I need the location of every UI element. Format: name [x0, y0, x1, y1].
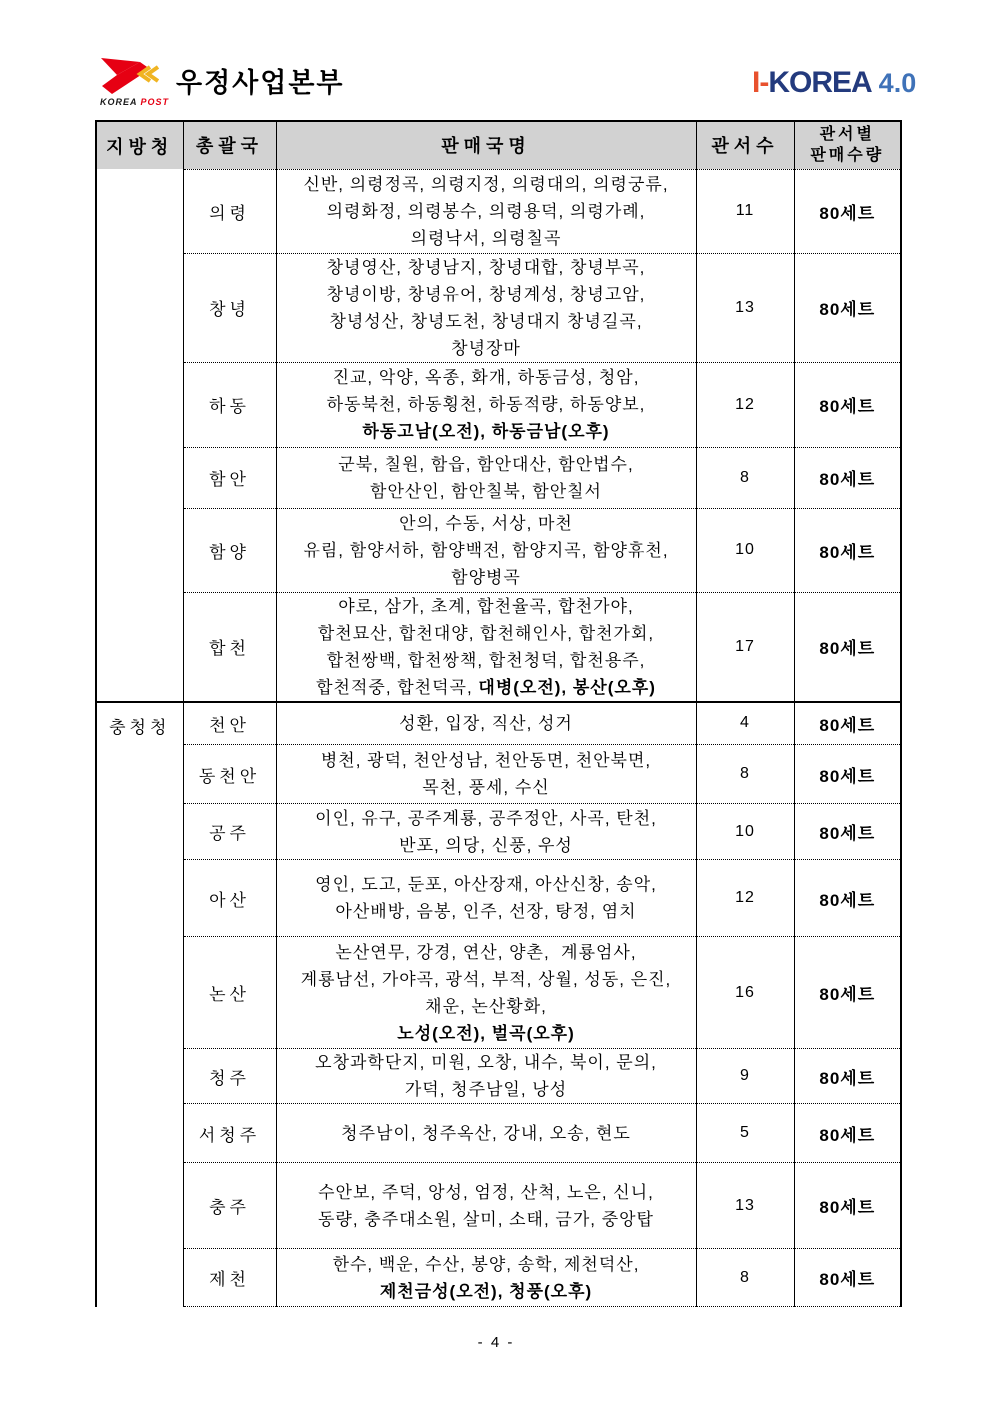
- table-row: [96, 702, 901, 745]
- sales-offices-line: 유림, 함양서하, 함양백전, 함양지곡, 함양휴천,: [303, 540, 669, 560]
- table-row: [96, 447, 901, 508]
- sales-offices-line: 병천, 광덕, 천안성남, 천안동면, 천안북면,: [320, 751, 652, 770]
- sales-qty-cell: 80세트: [794, 1249, 901, 1307]
- table-row: [96, 253, 901, 362]
- column-header-qty-line1: 관서별: [819, 126, 875, 144]
- i-korea-version: 4.0: [878, 68, 917, 98]
- office-count-cell: 10: [696, 508, 794, 592]
- office-count-cell: 17: [696, 592, 794, 702]
- table-row: [96, 804, 901, 860]
- office-cell: 함안: [183, 447, 276, 508]
- sales-offices-cell: [276, 253, 696, 362]
- office-cell: 제천: [183, 1249, 276, 1307]
- office-count-cell: 12: [696, 860, 794, 937]
- i-korea-name: KOREA: [768, 66, 872, 99]
- sales-qty-cell: 80세트: [794, 860, 901, 937]
- table-body: [96, 169, 901, 1307]
- sales-qty-cell: 80세트: [794, 745, 901, 804]
- office-count-cell: 12: [696, 362, 794, 447]
- office-cell: 아산: [183, 860, 276, 937]
- sales-offices-line: 영인, 도고, 둔포, 아산장재, 아산신창, 송악,: [315, 875, 657, 894]
- column-header-region: 지방청: [96, 121, 183, 169]
- table-row: [96, 508, 901, 592]
- sales-qty-cell: 80세트: [794, 1049, 901, 1104]
- table-row: [96, 1049, 901, 1104]
- sales-offices-line: 창녕영산, 창녕남지, 창녕대합, 창녕부곡,: [326, 257, 646, 277]
- sales-offices-line: 한수, 백운, 수산, 봉양, 송학, 제천덕산,: [332, 1254, 640, 1274]
- office-cell: 창녕: [183, 253, 276, 362]
- sales-offices-line: 합천묘산, 합천대양, 합천해인사, 합천가회,: [317, 623, 655, 643]
- sales-offices-line: 하동고남(오전), 하동금남(오후): [362, 422, 610, 441]
- table-row: [96, 1104, 901, 1163]
- sales-qty-cell: 80세트: [794, 447, 901, 508]
- sales-offices-line: 함양병곡: [451, 567, 521, 587]
- sales-qty-cell: 80세트: [794, 937, 901, 1049]
- office-cell: 서청주: [183, 1104, 276, 1163]
- sales-offices-cell: [276, 860, 696, 937]
- office-count-cell: 8: [696, 1249, 794, 1307]
- column-header-qty-line2: 판매수량: [810, 147, 885, 165]
- table-row: [96, 169, 901, 253]
- sales-offices-line: 창녕장마: [451, 338, 521, 358]
- table-header: [96, 121, 901, 169]
- sales-offices-cell: [276, 937, 696, 1049]
- i-korea-prefix: I-: [752, 66, 769, 99]
- region-cell: 충청청: [96, 702, 183, 1307]
- sales-offices-line: 하동북천, 하동횡천, 하동적량, 하동양보,: [326, 395, 646, 414]
- sales-offices-line: 청주남이, 청주옥산, 강내, 오송, 현도: [341, 1123, 631, 1143]
- sales-offices-line: 목천, 풍세, 수신: [422, 778, 550, 797]
- sales-offices-cell: [276, 508, 696, 592]
- sales-offices-line: 반포, 의당, 신풍, 우성: [399, 835, 573, 855]
- sales-offices-cell: [276, 804, 696, 860]
- sales-offices-cell: [276, 362, 696, 447]
- office-count-cell: 10: [696, 804, 794, 860]
- sales-offices-cell: [276, 592, 696, 702]
- korea-post-title: 우정사업본부: [176, 68, 345, 98]
- sales-offices-line: 성환, 입장, 직산, 성거: [399, 713, 573, 733]
- sales-offices-cell: [276, 702, 696, 745]
- sales-offices-line: 제천금성(오전), 청풍(오후): [379, 1281, 593, 1301]
- sales-offices-cell: [276, 447, 696, 508]
- sales-offices-line: 논산연무, 강경, 연산, 양촌, 계룡엄사,: [335, 942, 637, 962]
- sales-offices-line: 야로, 삼가, 초계, 합천율곡, 합천가야,: [338, 596, 634, 616]
- sales-offices-line: 의령낙서, 의령칠곡: [410, 228, 562, 248]
- office-count-cell: 8: [696, 447, 794, 508]
- sales-qty-cell: 80세트: [794, 508, 901, 592]
- sales-offices-cell: [276, 1049, 696, 1104]
- office-count-cell: 5: [696, 1104, 794, 1163]
- korea-post-caption-post: POST: [140, 97, 170, 107]
- office-count-cell: 9: [696, 1049, 794, 1104]
- page-number: - 4 -: [477, 1334, 515, 1351]
- sales-offices-line: 동량, 충주대소원, 살미, 소태, 금가, 중앙탑: [318, 1209, 654, 1229]
- sales-qty-cell: 80세트: [794, 702, 901, 745]
- sales-offices-line: 이인, 유구, 공주계룡, 공주정안, 사곡, 탄천,: [315, 808, 657, 828]
- table-row: [96, 362, 901, 447]
- sales-qty-cell: 80세트: [794, 592, 901, 702]
- sales-offices-line: 창녕이방, 창녕유어, 창녕계성, 창녕고암,: [326, 284, 646, 304]
- sales-offices-line: 신반, 의령정곡, 의령지정, 의령대의, 의령궁류,: [303, 174, 669, 194]
- office-count-cell: 13: [696, 1163, 794, 1249]
- column-header-count: 관서수: [696, 121, 794, 169]
- sales-qty-cell: 80세트: [794, 169, 901, 253]
- table-row: [96, 1163, 901, 1249]
- office-cell: 천안: [183, 702, 276, 745]
- sales-offices-cell: [276, 1163, 696, 1249]
- sales-offices-line: 진교, 악양, 옥종, 화개, 하동금성, 청암,: [332, 368, 640, 387]
- sales-offices-line: 오창과학단지, 미원, 오창, 내수, 북이, 문의,: [315, 1053, 657, 1072]
- office-cell: 동천안: [183, 745, 276, 804]
- korea-post-caption: [100, 97, 170, 107]
- sales-qty-cell: 80세트: [794, 362, 901, 447]
- office-count-cell: 11: [696, 169, 794, 253]
- table-row: [96, 745, 901, 804]
- office-cell: 충주: [183, 1163, 276, 1249]
- sales-offices-cell: [276, 745, 696, 804]
- sales-offices-line: 군북, 칠원, 함읍, 함안대산, 함안법수,: [338, 454, 634, 474]
- sales-offices-line: 합천쌍백, 합천쌍책, 합천청덕, 합천용주,: [326, 650, 646, 670]
- office-cell: 공주: [183, 804, 276, 860]
- office-cell: 함양: [183, 508, 276, 592]
- office-count-cell: 4: [696, 702, 794, 745]
- sales-qty-cell: 80세트: [794, 1104, 901, 1163]
- sales-office-table: [95, 120, 902, 1307]
- column-header-office: 총괄국: [183, 121, 276, 169]
- column-header-qty: [794, 121, 901, 169]
- region-cell: [96, 169, 183, 702]
- office-count-cell: 8: [696, 745, 794, 804]
- sales-qty-cell: 80세트: [794, 253, 901, 362]
- sales-offices-line: 계룡남선, 가야곡, 광석, 부적, 상월, 성동, 은진,: [300, 969, 672, 989]
- sales-offices-line: 안의, 수동, 서상, 마천: [399, 513, 573, 533]
- korea-post-caption-korea: KOREA: [100, 97, 138, 107]
- table-row: [96, 1249, 901, 1307]
- korea-post-logo: [100, 55, 345, 107]
- office-cell: 논산: [183, 937, 276, 1049]
- office-cell: 하동: [183, 362, 276, 447]
- sales-qty-cell: 80세트: [794, 804, 901, 860]
- sales-qty-cell: 80세트: [794, 1163, 901, 1249]
- table-row: [96, 592, 901, 702]
- sales-offices-line: 아산배방, 음봉, 인주, 선장, 탕정, 염치: [335, 902, 637, 921]
- sales-offices-line: 수안보, 주덕, 앙성, 엄정, 산척, 노은, 신니,: [318, 1182, 654, 1202]
- table-row: [96, 937, 901, 1049]
- sales-offices-line: 의령화정, 의령봉수, 의령용덕, 의령가례,: [326, 201, 646, 221]
- office-count-cell: 13: [696, 253, 794, 362]
- sales-offices-line: 함안산인, 함안칠북, 함안칠서: [370, 481, 602, 501]
- sales-offices-cell: [276, 169, 696, 253]
- office-cell: 의령: [183, 169, 276, 253]
- sales-offices-cell: [276, 1249, 696, 1307]
- office-count-cell: 16: [696, 937, 794, 1049]
- sales-offices-cell: [276, 1104, 696, 1163]
- i-korea-logo: [752, 66, 916, 100]
- table-row: [96, 860, 901, 937]
- table-header-row: [96, 121, 901, 169]
- sales-offices-line: 창녕성산, 창녕도천, 창녕대지 창녕길곡,: [329, 311, 643, 331]
- sales-offices-line: 합천적중, 합천덕곡, 대병(오전), 봉산(오후): [316, 677, 656, 697]
- sales-offices-line: 가덕, 청주남일, 낭성: [404, 1080, 568, 1099]
- office-cell: 합천: [183, 592, 276, 702]
- office-cell: 청주: [183, 1049, 276, 1104]
- column-header-names: 판매국명: [276, 121, 696, 169]
- sales-offices-line: 채운, 논산황화,: [425, 996, 547, 1016]
- sales-offices-line: 노성(오전), 벌곡(오후): [397, 1023, 575, 1043]
- korea-post-symbol-icon: [100, 55, 170, 107]
